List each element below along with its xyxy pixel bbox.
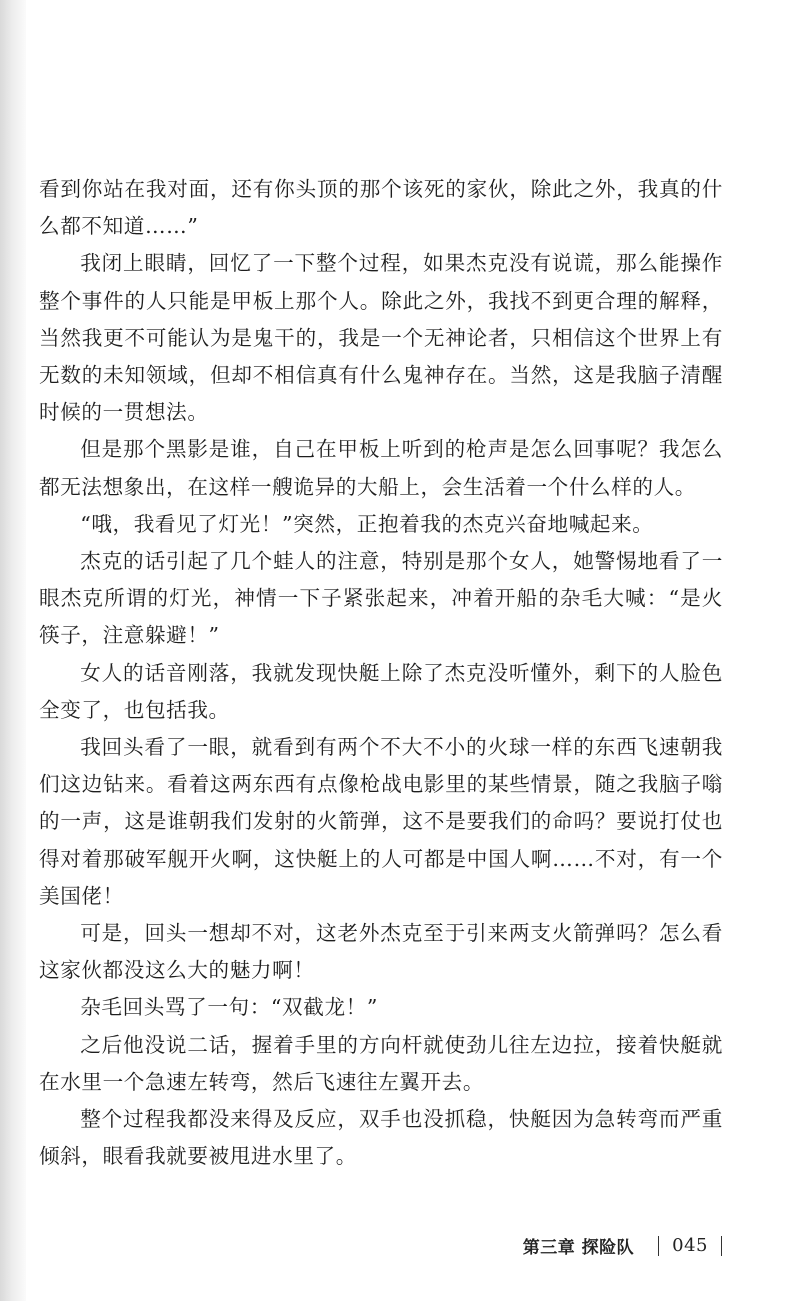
page-footer [523,1233,722,1258]
footer-divider [658,1236,659,1256]
paragraph-continued: 看到你站在我对面，还有你头顶的那个该死的家伙，除此之外，我真的什么都不知道……” [39,177,723,239]
paragraph: 我闭上眼睛，回忆了一下整个过程，如果杰克没有说谎，那么能操作整个事件的人只能是甲板上那个人。除此之外，我找不到更合理的解释，当然我更不可能认为是鬼干的，我是一个无神论者，只相信这个世界上有无数的未知领域，但却不相信真有什么鬼神存在。当然，这是我脑子清醒时候的一贯想法。 [39,251,723,425]
body-text [39,171,723,1175]
paragraph: 我回头看了一眼，就看到有两个不大不小的火球一样的东西飞速朝我们这边钻来。看着这两东西有点像枪战电影里的某些情景，随之我脑子嗡的一声，这是谁朝我们发射的火箭弹，这不是要我们的命吗？要说打仗也得对着那破军舰开火啊，这快艇上的人可都是中国人啊……不对，有一个美国佬！ [39,735,723,908]
footer-divider [721,1236,722,1256]
chapter-title: 第三章 探险队 [522,1238,635,1258]
paragraph: “哦，我看见了灯光！”突然，正抱着我的杰克兴奋地喊起来。 [80,511,654,536]
paragraph: 杂毛回头骂了一句：“双截龙！” [80,995,378,1020]
paragraph: 但是那个黑影是谁，自己在甲板上听到的枪声是怎么回事呢？我怎么都无法想象出，在这样一艘诡异的大船上，会生活着一个什么样的人。 [39,437,723,499]
paragraph: 杰克的话引起了几个蛙人的注意，特别是那个女人，她警惕地看了一眼杰克所谓的灯光，神情一下子紧张起来，冲着开船的杂毛大喊：“是火筷子，注意躲避！” [39,549,723,648]
paragraph: 女人的话音刚落，我就发现快艇上除了杰克没听懂外，剩下的人脸色全变了，也包括我。 [39,660,723,722]
page-gutter-shadow [0,0,26,1301]
page-number: 045 [672,1235,708,1256]
paragraph: 可是，回头一想却不对，这老外杰克至于引来两支火箭弹吗？怎么看这家伙都没这么大的魅力啊！ [39,921,723,983]
paragraph: 整个过程我都没来得及反应，双手也没抓稳，快艇因为急转弯而严重倾斜，眼看我就要被甩进水里了。 [39,1107,723,1169]
paragraph: 之后他没说二话，握着手里的方向杆就使劲儿往左边拉，接着快艇就在水里一个急速左转弯，然后飞速往左翼开去。 [39,1032,723,1094]
